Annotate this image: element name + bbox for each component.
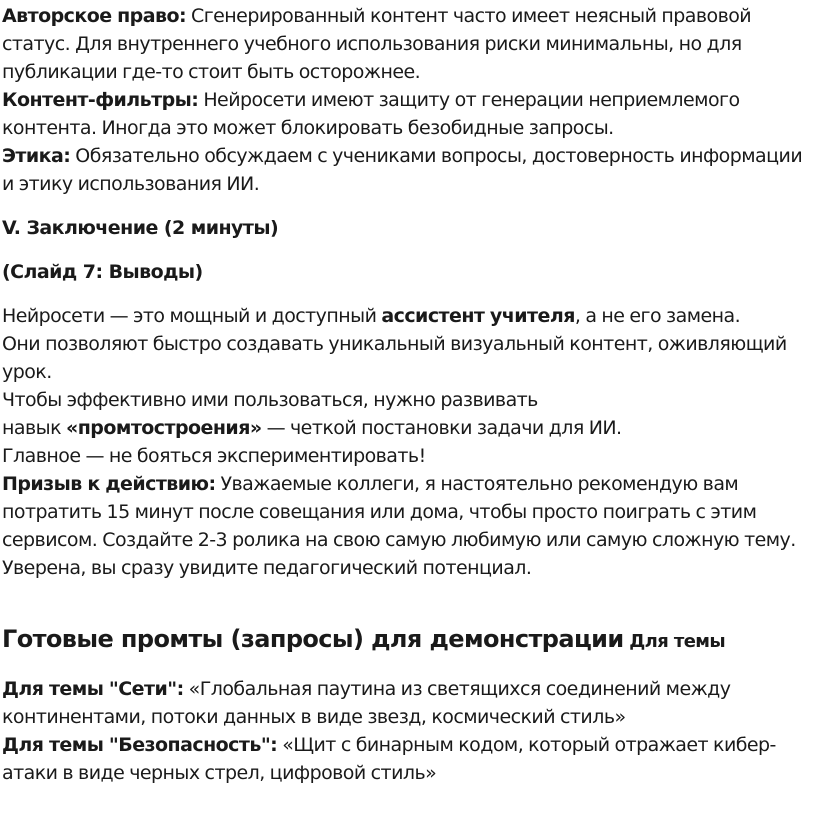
text-assistant-post: , а не его замена. [574, 305, 741, 327]
label-ethics: Этика: [2, 145, 71, 167]
paragraph-prompt-skill [0, 414, 816, 442]
text-skill-post: — четкой постановки задачи для ИИ. [261, 417, 622, 439]
slide-heading-conclusions: (Слайд 7: Выводы) [2, 261, 203, 283]
text-ethics: Обязательно обсуждаем с учениками вопросы, достоверность информации и этику использования ИИ. [2, 145, 803, 195]
text-skill-pre: навык [2, 417, 66, 439]
paragraph-prompt-security [0, 731, 816, 787]
text-content-filters: Нейросети имеют защиту от генерации неприемлемого контента. Иногда это может блокировать безобидные запросы. [2, 89, 740, 139]
text-prompt-security: «Щит с бинарным кодом, который отражает кибер-атаки в виде черных стрел, цифровой стиль» [2, 734, 776, 784]
paragraph-assistant [0, 302, 816, 330]
label-content-filters: Контент-фильтры: [2, 89, 199, 111]
paragraph-copyright [0, 2, 816, 86]
text-prompt-networks: «Глобальная паутина из светящихся соединений между континентами, потоки данных в виде звезд, космический стиль» [2, 678, 731, 728]
prompts-heading-main: Готовые промты (запросы) для демонстрации [2, 625, 624, 653]
label-copyright: Авторское право: [2, 5, 187, 27]
text-assistant-bold: ассистент учителя [381, 305, 575, 327]
paragraph-visual-content: Они позволяют быстро создавать уникальный визуальный контент, оживляющий урок. [2, 333, 787, 383]
paragraph-ethics [0, 142, 816, 198]
text-assistant-pre: Нейросети — это мощный и доступный [2, 305, 382, 327]
section-heading-conclusion: V. Заключение (2 минуты) [2, 217, 279, 239]
label-prompt-security: Для темы "Безопасность": [2, 734, 278, 756]
text-skill-bold: «промтостроения» [65, 417, 262, 439]
paragraph-prompt-networks [0, 675, 816, 731]
paragraph-develop: Чтобы эффективно ими пользоваться, нужно развивать [2, 389, 538, 411]
paragraph-call-to-action [0, 470, 816, 582]
prompts-heading [0, 622, 816, 659]
label-call-to-action: Призыв к действию: [2, 473, 216, 495]
paragraph-experiment: Главное — не бояться экспериментировать! [2, 445, 426, 467]
text-copyright: Сгенерированный контент часто имеет неясный правовой статус. Для внутреннего учебного использования риски минимальны, но для публикации где-то стоит быть осторожнее. [2, 5, 752, 83]
label-prompt-networks: Для темы "Сети": [2, 678, 184, 700]
paragraph-content-filters [0, 86, 816, 142]
text-call-to-action: Уважаемые коллеги, я настоятельно рекомендую вам потратить 15 минут после совещания или дома, чтобы просто поиграть с этим сервисом. Создайте 2-3 ролика на свою самую любимую или самую сложную тему. Уверена, вы сразу увидите педагогический потенциал. [2, 473, 796, 579]
prompts-heading-small: Для темы [623, 631, 726, 652]
